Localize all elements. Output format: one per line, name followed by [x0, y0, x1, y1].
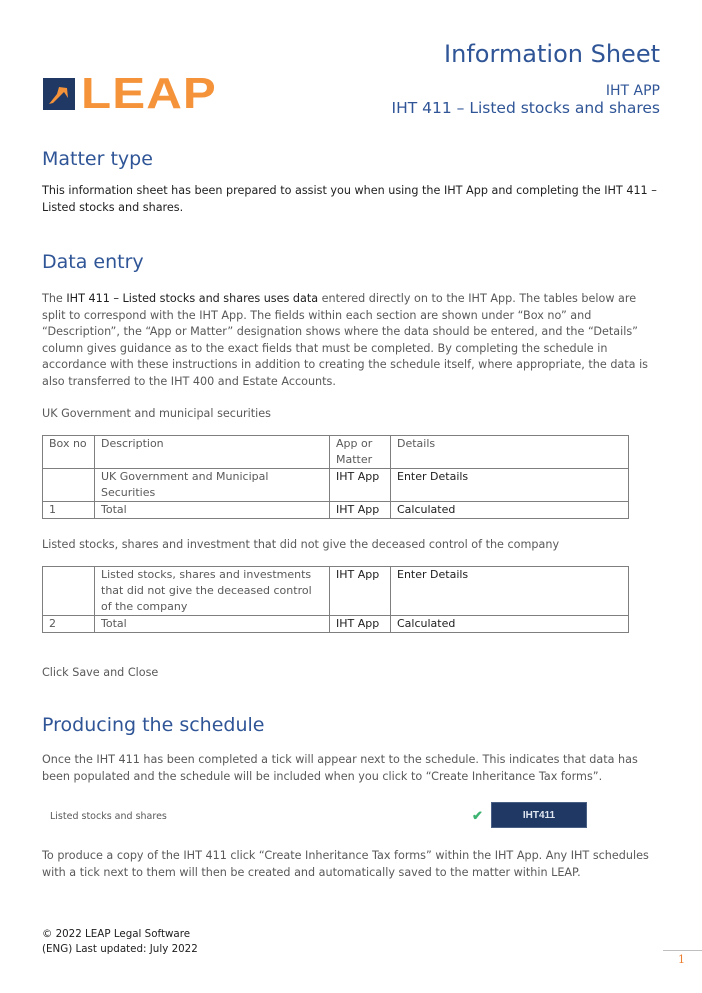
leap-mark-icon [43, 78, 75, 110]
producing-body-2: To produce a copy of the IHT 411 click “Create Inheritance Tax forms” within the IHT App. Any IHT schedules with a tick next to them will then be created and automatically saved to the matter within LEAP. [42, 849, 649, 879]
intro-rest: entered directly on to the IHT App. The tables below are split to correspond with the IHT App. The fields within each section are shown under “Box no” and “Description”, the “App or Matter” designation shows where the data should be entered, and the “Details” column gives guidance as to the exact fields that must be completed. By completing the schedule in accordance with these instructions in addition to creating the schedule itself, where appropriate, the data is also transferred to the IHT 400 and Estate Accounts. [42, 292, 649, 388]
cell-description: Total [95, 616, 330, 633]
matter-type-body: This information sheet has been prepared to assist you when using the IHT App and completing the IHT 411 – Listed stocks and shares. [42, 184, 657, 214]
table1-caption: UK Government and municipal securities [42, 407, 271, 420]
cell-app-or-matter: IHT App [330, 567, 391, 616]
footer [42, 927, 198, 957]
sheet-title: Information Sheet [444, 40, 660, 68]
cell-details: Calculated [391, 502, 629, 519]
table-row [43, 469, 629, 502]
cell-description: Listed stocks, shares and investments that did not give the deceased control of the company [95, 567, 330, 616]
cell-details: Enter Details [391, 567, 629, 616]
table-row [43, 502, 629, 519]
col-box-no: Box no [43, 436, 95, 469]
producing-body-1: Once the IHT 411 has been completed a tick will appear next to the schedule. This indicates that data has been populated and the schedule will be included when you click to “Create Inheritance Tax forms”. [42, 753, 638, 783]
col-app-or-matter: App or Matter [330, 436, 391, 469]
cell-details: Enter Details [391, 469, 629, 502]
data-entry-intro [42, 291, 662, 390]
intro-prefix: The [42, 292, 67, 305]
cell-box-no: 2 [43, 616, 95, 633]
cell-box-no [43, 469, 95, 502]
logo-text: LEAP [81, 69, 217, 118]
check-icon: ✔ [472, 808, 483, 823]
intro-bold: IHT 411 – Listed stocks and shares uses data [66, 292, 319, 305]
leap-logo [43, 69, 217, 118]
cell-details: Calculated [391, 616, 629, 633]
sheet-subtitle-app: IHT APP [605, 83, 660, 99]
table2-caption: Listed stocks, shares and investment that did not give the deceased control of the company [42, 538, 560, 551]
table-row [43, 567, 629, 616]
col-details: Details [391, 436, 629, 469]
cell-description: UK Government and Municipal Securities [95, 469, 330, 502]
footer-updated: (ENG) Last updated: July 2022 [42, 943, 198, 955]
cell-app-or-matter: IHT App [330, 502, 391, 519]
save-instruction: Click Save and Close [42, 666, 159, 679]
footer-copyright: © 2022 LEAP Legal Software [42, 928, 191, 940]
col-description: Description [95, 436, 330, 469]
page-number: 1 [678, 953, 685, 966]
schedule-screenshot [42, 798, 662, 832]
heading-producing-schedule: Producing the schedule [42, 714, 265, 736]
heading-matter-type: Matter type [42, 148, 153, 170]
schedule-label: Listed stocks and shares [50, 811, 167, 822]
cell-app-or-matter: IHT App [330, 616, 391, 633]
table-row [43, 616, 629, 633]
cell-description: Total [95, 502, 330, 519]
cell-app-or-matter: IHT App [330, 469, 391, 502]
page-number-rule [663, 950, 702, 951]
iht411-button[interactable]: IHT411 [491, 802, 587, 828]
sheet-subtitle-form: IHT 411 – Listed stocks and shares [391, 99, 660, 117]
heading-data-entry: Data entry [42, 251, 144, 273]
cell-box-no: 1 [43, 502, 95, 519]
cell-box-no [43, 567, 95, 616]
table-listed-stocks [42, 566, 629, 633]
table-uk-government-securities [42, 435, 629, 519]
table-header-row [43, 436, 629, 469]
